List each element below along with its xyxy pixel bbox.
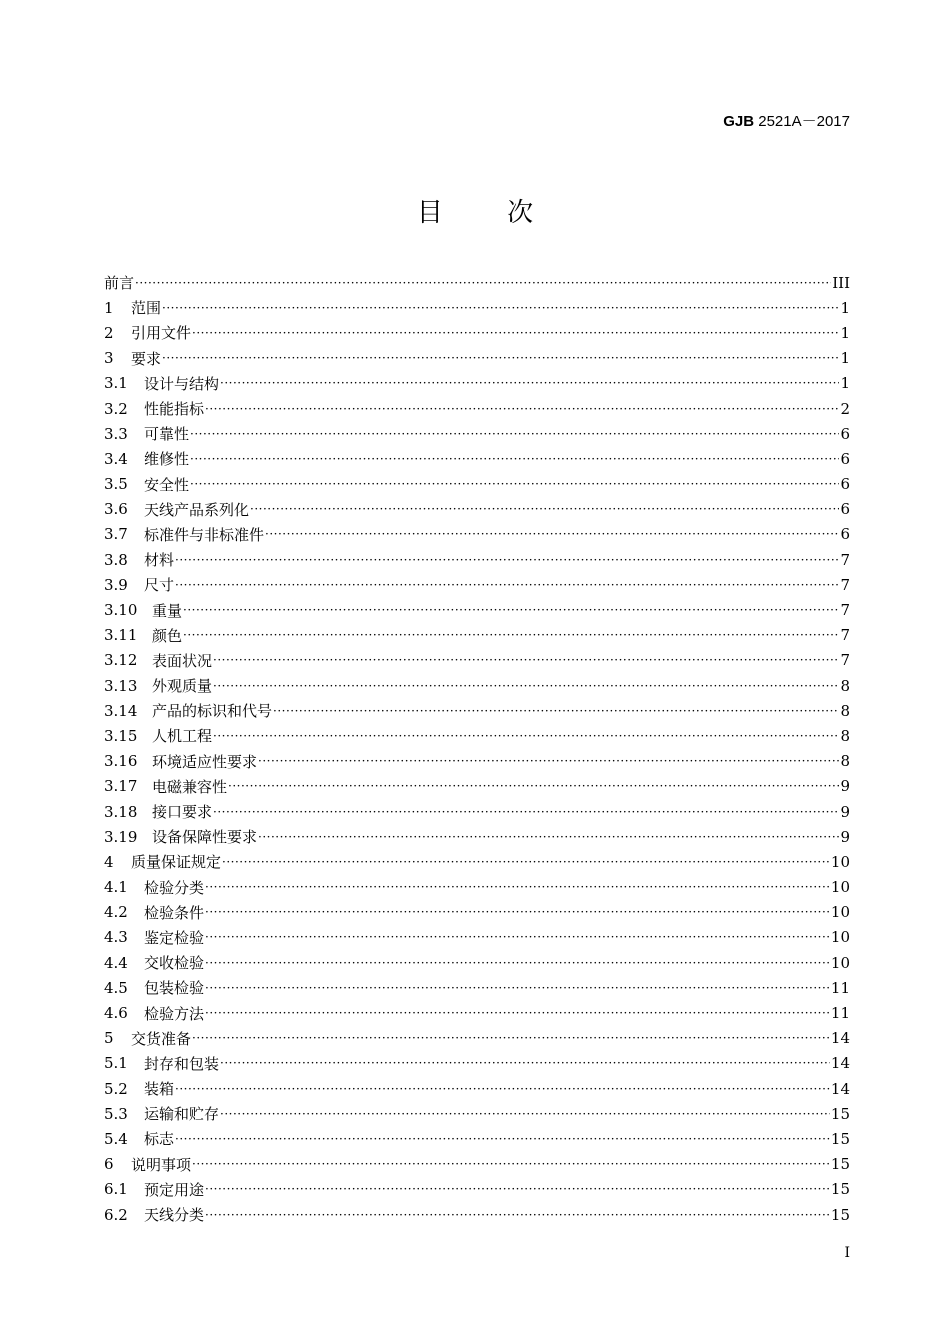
toc-dot-leader: [213, 653, 839, 667]
toc-entry-number: 3.3: [104, 424, 128, 443]
toc-entry-page: 7: [840, 651, 850, 670]
toc-dot-leader: [192, 1157, 830, 1171]
toc-entry-page: 14: [830, 1079, 850, 1098]
toc-entry-number: 3.15: [104, 726, 138, 745]
toc-entry-page: 6: [840, 449, 850, 468]
toc-entry[interactable]: [104, 1177, 850, 1202]
toc-entry[interactable]: [104, 497, 850, 522]
toc-entry-page: 10: [830, 878, 850, 897]
toc-dot-leader: [162, 301, 839, 315]
toc-entry-title: 范围: [131, 299, 162, 318]
toc-dot-leader: [205, 981, 830, 995]
standard-code-number: 2521A－2017: [758, 113, 850, 130]
toc-entry[interactable]: [104, 1076, 850, 1101]
toc-entry[interactable]: [104, 421, 850, 446]
toc-entry-page: 8: [840, 676, 850, 695]
toc-entry-number: 3.17: [104, 777, 138, 796]
toc-entry-title: 人机工程: [152, 727, 213, 746]
toc-entry-title: 鉴定检验: [144, 928, 205, 947]
toc-entry-page: 2: [840, 399, 850, 418]
toc-entry-title: 颜色: [152, 626, 183, 645]
toc-entry[interactable]: [104, 950, 850, 975]
toc-entry-title: 包装检验: [144, 979, 205, 998]
toc-entry-number: 3.14: [104, 701, 138, 720]
toc-list: [104, 270, 850, 1227]
toc-entry-number: 2: [104, 323, 114, 342]
toc-entry[interactable]: [104, 1101, 850, 1126]
toc-entry[interactable]: [104, 698, 850, 723]
toc-entry-title: 外观质量: [152, 677, 213, 696]
toc-entry-number: 3.18: [104, 802, 138, 821]
toc-entry-page: 15: [830, 1104, 850, 1123]
toc-entry-page: 14: [830, 1054, 850, 1073]
toc-entry-title: 运输和贮存: [144, 1105, 220, 1124]
toc-entry-title: 封存和包装: [144, 1054, 220, 1073]
toc-entry-page: 11: [830, 978, 850, 997]
toc-entry[interactable]: [104, 446, 850, 471]
toc-entry-number: 5.3: [104, 1104, 128, 1123]
toc-entry[interactable]: [104, 723, 850, 748]
toc-entry-page: 10: [830, 928, 850, 947]
toc-dot-leader: [258, 830, 839, 844]
toc-entry-page: 8: [840, 726, 850, 745]
toc-entry-title: 检验条件: [144, 903, 205, 922]
toc-entry[interactable]: [104, 1000, 850, 1025]
toc-title: [0, 192, 950, 229]
toc-entry-title: 安全性: [144, 475, 190, 494]
toc-entry-page: 6: [840, 475, 850, 494]
toc-entry-title: 说明事项: [131, 1155, 192, 1174]
toc-entry-number: 1: [104, 298, 114, 317]
toc-entry-page: 15: [830, 1129, 850, 1148]
toc-entry-number: 4.6: [104, 1004, 128, 1023]
toc-entry-number: 3.12: [104, 651, 138, 670]
toc-entry[interactable]: [104, 572, 850, 597]
toc-entry-title: 前言: [104, 274, 135, 293]
toc-dot-leader: [205, 402, 839, 416]
toc-entry-page: 10: [830, 852, 850, 871]
toc-entry-page: 10: [830, 903, 850, 922]
toc-dot-leader: [205, 1006, 830, 1020]
toc-entry-title: 维修性: [144, 450, 190, 469]
toc-dot-leader: [265, 527, 839, 541]
toc-entry-page: 14: [830, 1029, 850, 1048]
toc-entry-number: 3.16: [104, 752, 138, 771]
toc-entry-title: 设计与结构: [144, 374, 220, 393]
toc-dot-leader: [213, 679, 839, 693]
toc-entry-title: 标志: [144, 1130, 175, 1149]
toc-entry-number: 3.13: [104, 676, 138, 695]
toc-entry-number: 4.4: [104, 953, 128, 972]
toc-dot-leader: [222, 855, 830, 869]
toc-entry-title: 环境适应性要求: [152, 752, 258, 771]
toc-entry-title: 要求: [131, 349, 162, 368]
toc-entry-title: 引用文件: [131, 324, 192, 343]
toc-entry-number: 4.2: [104, 903, 128, 922]
toc-title-char-1: 目: [416, 198, 443, 228]
toc-entry[interactable]: [104, 597, 850, 622]
toc-entry[interactable]: [104, 975, 850, 1000]
toc-dot-leader: [205, 1208, 830, 1222]
toc-dot-leader: [250, 502, 839, 516]
toc-dot-leader: [213, 729, 839, 743]
toc-entry-number: 3.6: [104, 500, 128, 519]
toc-entry-page: 7: [840, 550, 850, 569]
toc-entry-number: 5.4: [104, 1129, 128, 1148]
toc-entry-number: 5.1: [104, 1054, 128, 1073]
toc-entry-page: 7: [840, 575, 850, 594]
toc-entry-title: 检验分类: [144, 878, 205, 897]
toc-entry[interactable]: [104, 547, 850, 572]
toc-entry-number: 6.1: [104, 1180, 128, 1199]
toc-entry[interactable]: [104, 824, 850, 849]
toc-dot-leader: [220, 1056, 830, 1070]
toc-entry-title: 交收检验: [144, 954, 205, 973]
toc-entry-title: 质量保证规定: [131, 853, 222, 872]
toc-entry[interactable]: [104, 925, 850, 950]
toc-entry-title: 电磁兼容性: [152, 777, 228, 796]
toc-entry-number: 4.1: [104, 878, 128, 897]
toc-dot-leader: [205, 905, 830, 919]
toc-entry-page: 1: [840, 323, 850, 342]
toc-entry-title: 检验方法: [144, 1004, 205, 1023]
page-number: I: [844, 1245, 850, 1261]
toc-entry-page: 15: [830, 1205, 850, 1224]
toc-entry-title: 产品的标识和代号: [152, 702, 273, 721]
toc-dot-leader: [175, 1082, 830, 1096]
toc-entry-number: 4.5: [104, 978, 128, 997]
toc-entry[interactable]: [104, 1152, 850, 1177]
toc-dot-leader: [220, 376, 839, 390]
toc-dot-leader: [205, 880, 830, 894]
toc-entry[interactable]: [104, 1026, 850, 1051]
toc-title-char-2: 次: [507, 198, 534, 228]
toc-dot-leader: [190, 477, 839, 491]
toc-entry[interactable]: [104, 900, 850, 925]
toc-entry[interactable]: [104, 522, 850, 547]
toc-dot-leader: [175, 578, 839, 592]
standard-code-prefix: GJB: [723, 113, 755, 130]
toc-dot-leader: [220, 1107, 830, 1121]
toc-entry-page: 7: [840, 601, 850, 620]
toc-dot-leader: [162, 351, 839, 365]
toc-dot-leader: [205, 956, 830, 970]
toc-entry[interactable]: [104, 849, 850, 874]
toc-entry-number: 6.2: [104, 1205, 128, 1224]
toc-dot-leader: [258, 754, 839, 768]
toc-entry-title: 设备保障性要求: [152, 828, 258, 847]
toc-entry[interactable]: [104, 472, 850, 497]
toc-dot-leader: [205, 1182, 830, 1196]
toc-dot-leader: [192, 326, 839, 340]
toc-entry-number: 3.5: [104, 475, 128, 494]
standard-code: [723, 110, 850, 131]
toc-entry-page: 15: [830, 1180, 850, 1199]
toc-dot-leader: [135, 276, 831, 290]
toc-entry[interactable]: [104, 270, 850, 295]
toc-dot-leader: [273, 704, 839, 718]
toc-dot-leader: [175, 1132, 830, 1146]
toc-entry-number: 4: [104, 852, 114, 871]
toc-entry-title: 装箱: [144, 1080, 175, 1099]
toc-entry-page: 1: [840, 349, 850, 368]
toc-entry[interactable]: [104, 1126, 850, 1151]
toc-entry-title: 重量: [152, 601, 183, 620]
toc-entry[interactable]: [104, 320, 850, 345]
toc-entry-number: 3.4: [104, 449, 128, 468]
toc-entry[interactable]: [104, 1202, 850, 1227]
toc-entry-number: 3.11: [104, 626, 138, 645]
toc-entry-title: 尺寸: [144, 576, 175, 595]
toc-entry[interactable]: [104, 346, 850, 371]
toc-dot-leader: [183, 603, 839, 617]
toc-entry-number: 5.2: [104, 1079, 128, 1098]
toc-entry-page: 10: [830, 953, 850, 972]
toc-entry-page: 8: [840, 752, 850, 771]
toc-entry-title: 可靠性: [144, 425, 190, 444]
toc-entry[interactable]: [104, 799, 850, 824]
toc-dot-leader: [228, 779, 839, 793]
toc-dot-leader: [205, 930, 830, 944]
toc-entry-page: 7: [840, 626, 850, 645]
toc-entry-number: 3.7: [104, 525, 128, 544]
toc-entry[interactable]: [104, 295, 850, 320]
toc-entry-page: 1: [840, 298, 850, 317]
toc-entry-title: 接口要求: [152, 803, 213, 822]
toc-entry-title: 材料: [144, 551, 175, 570]
toc-entry-page: 1: [840, 374, 850, 393]
toc-entry[interactable]: [104, 673, 850, 698]
toc-entry-title: 表面状况: [152, 651, 213, 670]
toc-entry-title: 交货准备: [131, 1029, 192, 1048]
toc-entry-page: 9: [840, 802, 850, 821]
toc-entry-page: 8: [840, 701, 850, 720]
toc-dot-leader: [213, 805, 839, 819]
toc-entry-page: III: [832, 273, 850, 292]
toc-entry[interactable]: [104, 371, 850, 396]
toc-entry-page: 15: [830, 1155, 850, 1174]
toc-entry-number: 3.10: [104, 601, 138, 620]
toc-entry-title: 标准件与非标准件: [144, 525, 265, 544]
toc-entry[interactable]: [104, 774, 850, 799]
toc-dot-leader: [190, 452, 839, 466]
toc-entry[interactable]: [104, 623, 850, 648]
toc-entry-title: 天线分类: [144, 1206, 205, 1225]
toc-entry-page: 6: [840, 500, 850, 519]
toc-entry-number: 3.1: [104, 374, 128, 393]
toc-entry-number: 3: [104, 349, 114, 368]
toc-entry[interactable]: [104, 1051, 850, 1076]
toc-entry-number: 3.19: [104, 827, 138, 846]
toc-entry[interactable]: [104, 749, 850, 774]
toc-entry-number: 5: [104, 1029, 114, 1048]
toc-dot-leader: [183, 628, 839, 642]
toc-entry-page: 9: [840, 777, 850, 796]
toc-dot-leader: [175, 553, 839, 567]
toc-entry-number: 6: [104, 1155, 114, 1174]
toc-entry-page: 6: [840, 424, 850, 443]
toc-entry-page: 6: [840, 525, 850, 544]
toc-entry-number: 4.3: [104, 928, 128, 947]
toc-entry-page: 9: [840, 827, 850, 846]
toc-entry-title: 性能指标: [144, 400, 205, 419]
toc-entry-title: 天线产品系列化: [144, 500, 250, 519]
toc-entry[interactable]: [104, 648, 850, 673]
toc-entry-title: 预定用途: [144, 1180, 205, 1199]
toc-entry-number: 3.2: [104, 399, 128, 418]
toc-entry-number: 3.9: [104, 575, 128, 594]
toc-dot-leader: [192, 1031, 830, 1045]
toc-entry[interactable]: [104, 396, 850, 421]
toc-entry[interactable]: [104, 875, 850, 900]
toc-entry-page: 11: [830, 1004, 850, 1023]
toc-entry-number: 3.8: [104, 550, 128, 569]
toc-dot-leader: [190, 427, 839, 441]
